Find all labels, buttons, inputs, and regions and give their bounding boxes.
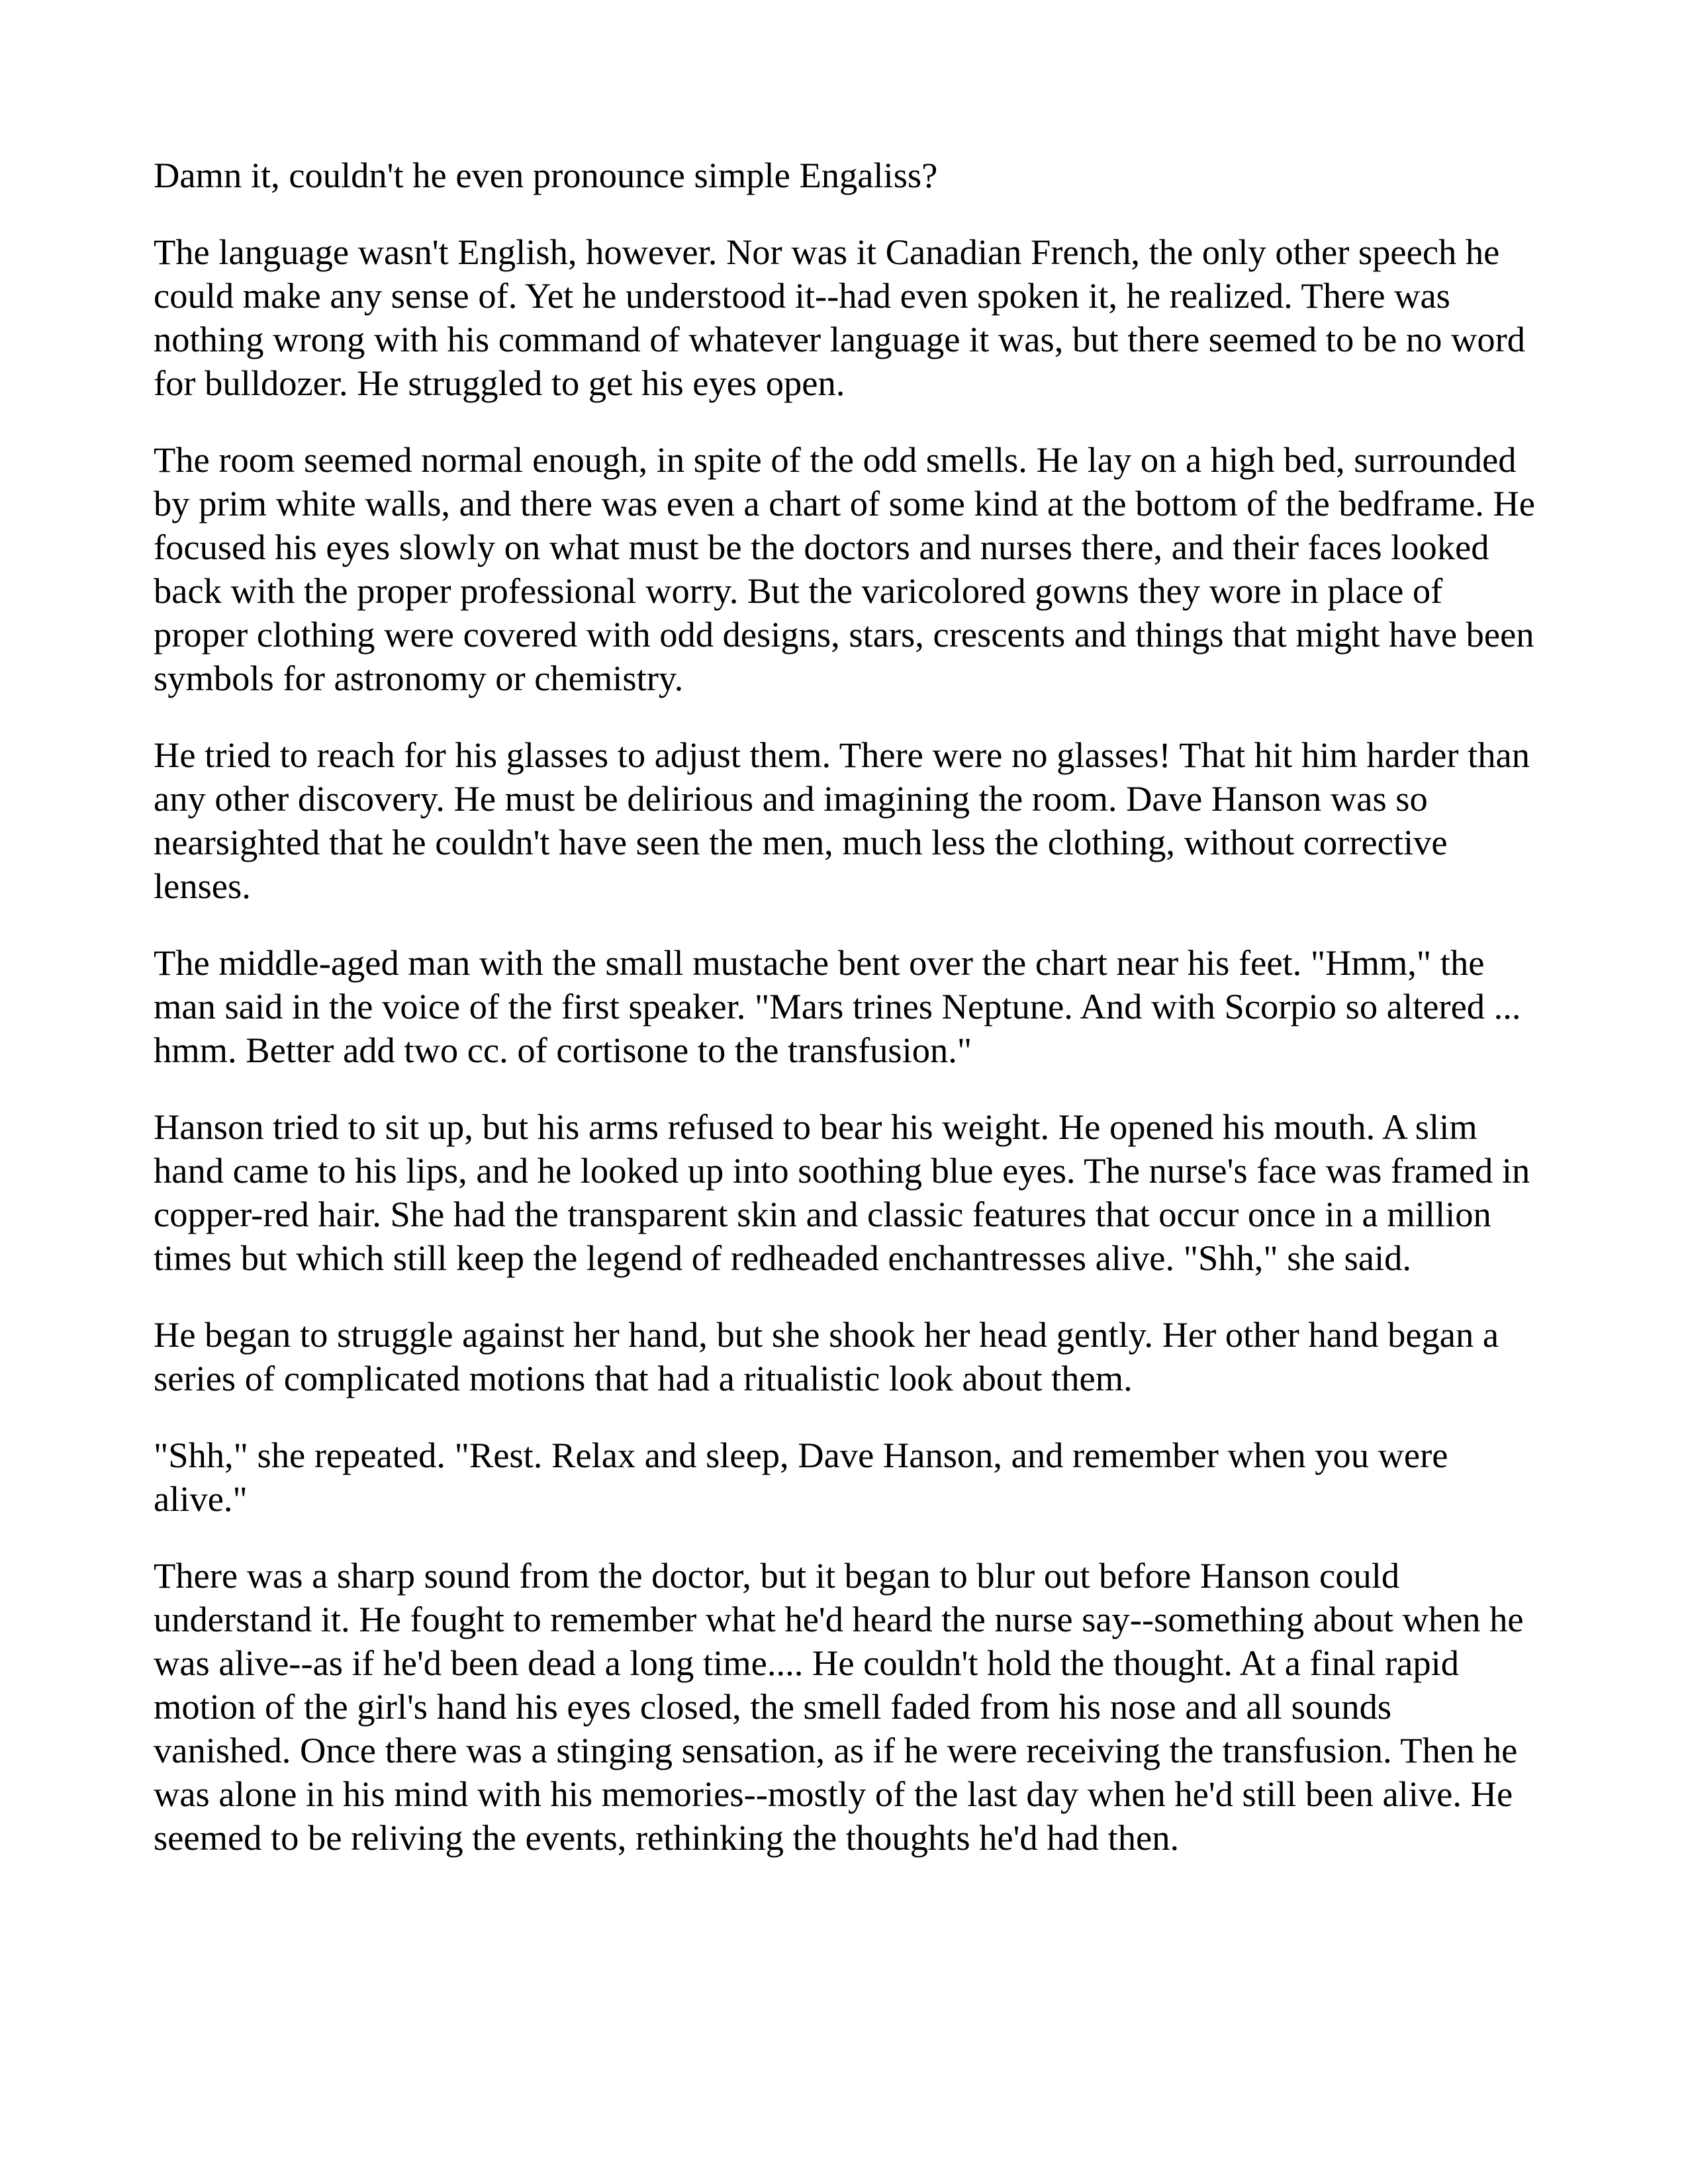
paragraph-4: He tried to reach for his glasses to adjust them. There were no glasses! That hit him harder than any other discovery. He must be delirious and imagining the room. Dave Hanson was so nearsighted that he couldn't have seen the men, much less the clothing, without corrective lenses. (154, 735, 1530, 906)
paragraph-7: He began to struggle against her hand, but she shook her head gently. Her other hand began a series of complicated motions that had a ritualistic look about them. (154, 1314, 1499, 1398)
paragraph-8: "Shh," she repeated. "Rest. Relax and sleep, Dave Hanson, and remember when you were alive." (154, 1435, 1448, 1519)
paragraph-2: The language wasn't English, however. Nor was it Canadian French, the only other speech he could make any sense of. Yet he understood it--had even spoken it, he realized. There was nothing wrong with his command of whatever language it was, but there seemed to be no word for bulldozer. He struggled to get his eyes open. (154, 232, 1526, 403)
paragraph-5: The middle-aged man with the small mustache bent over the chart near his feet. "Hmm," the man said in the voice of the first speaker. "Mars trines Neptune. And with Scorpio so altered ... hmm. Better add two cc. of cortisone to the transfusion." (154, 942, 1521, 1070)
text-body (154, 154, 1537, 1893)
paragraph-1: Damn it, couldn't he even pronounce simple Engaliss? (154, 155, 938, 195)
paragraph-3: The room seemed normal enough, in spite of the odd smells. He lay on a high bed, surrounded by prim white walls, and there was even a chart of some kind at the bottom of the bedframe. He focused his eyes slowly on what must be the doctors and nurses there, and their faces looked back with the proper professional worry. But the varicolored gowns they wore in place of proper clothing were covered with odd designs, stars, crescents and things that might have been symbols for astronomy or chemistry. (154, 439, 1535, 698)
paragraph-6: Hanson tried to sit up, but his arms refused to bear his weight. He opened his mouth. A slim hand came to his lips, and he looked up into soothing blue eyes. The nurse's face was framed in copper-red hair. She had the transparent skin and classic features that occur once in a million times but which still keep the legend of redheaded enchantresses alive. "Shh," she said. (154, 1107, 1530, 1278)
paragraph-9: There was a sharp sound from the doctor, but it began to blur out before Hanson could understand it. He fought to remember what he'd heard the nurse say--something about when he was alive--as if he'd been dead a long time.... He couldn't hold the thought. At a final rapid motion of the girl's hand his eyes closed, the smell faded from his nose and all sounds vanished. Once there was a stinging sensation, as if he were receiving the transfusion. Then he was alone in his mind with his memories--mostly of the last day when he'd still been alive. He seemed to be reliving the events, rethinking the thoughts he'd had then. (154, 1555, 1524, 1858)
